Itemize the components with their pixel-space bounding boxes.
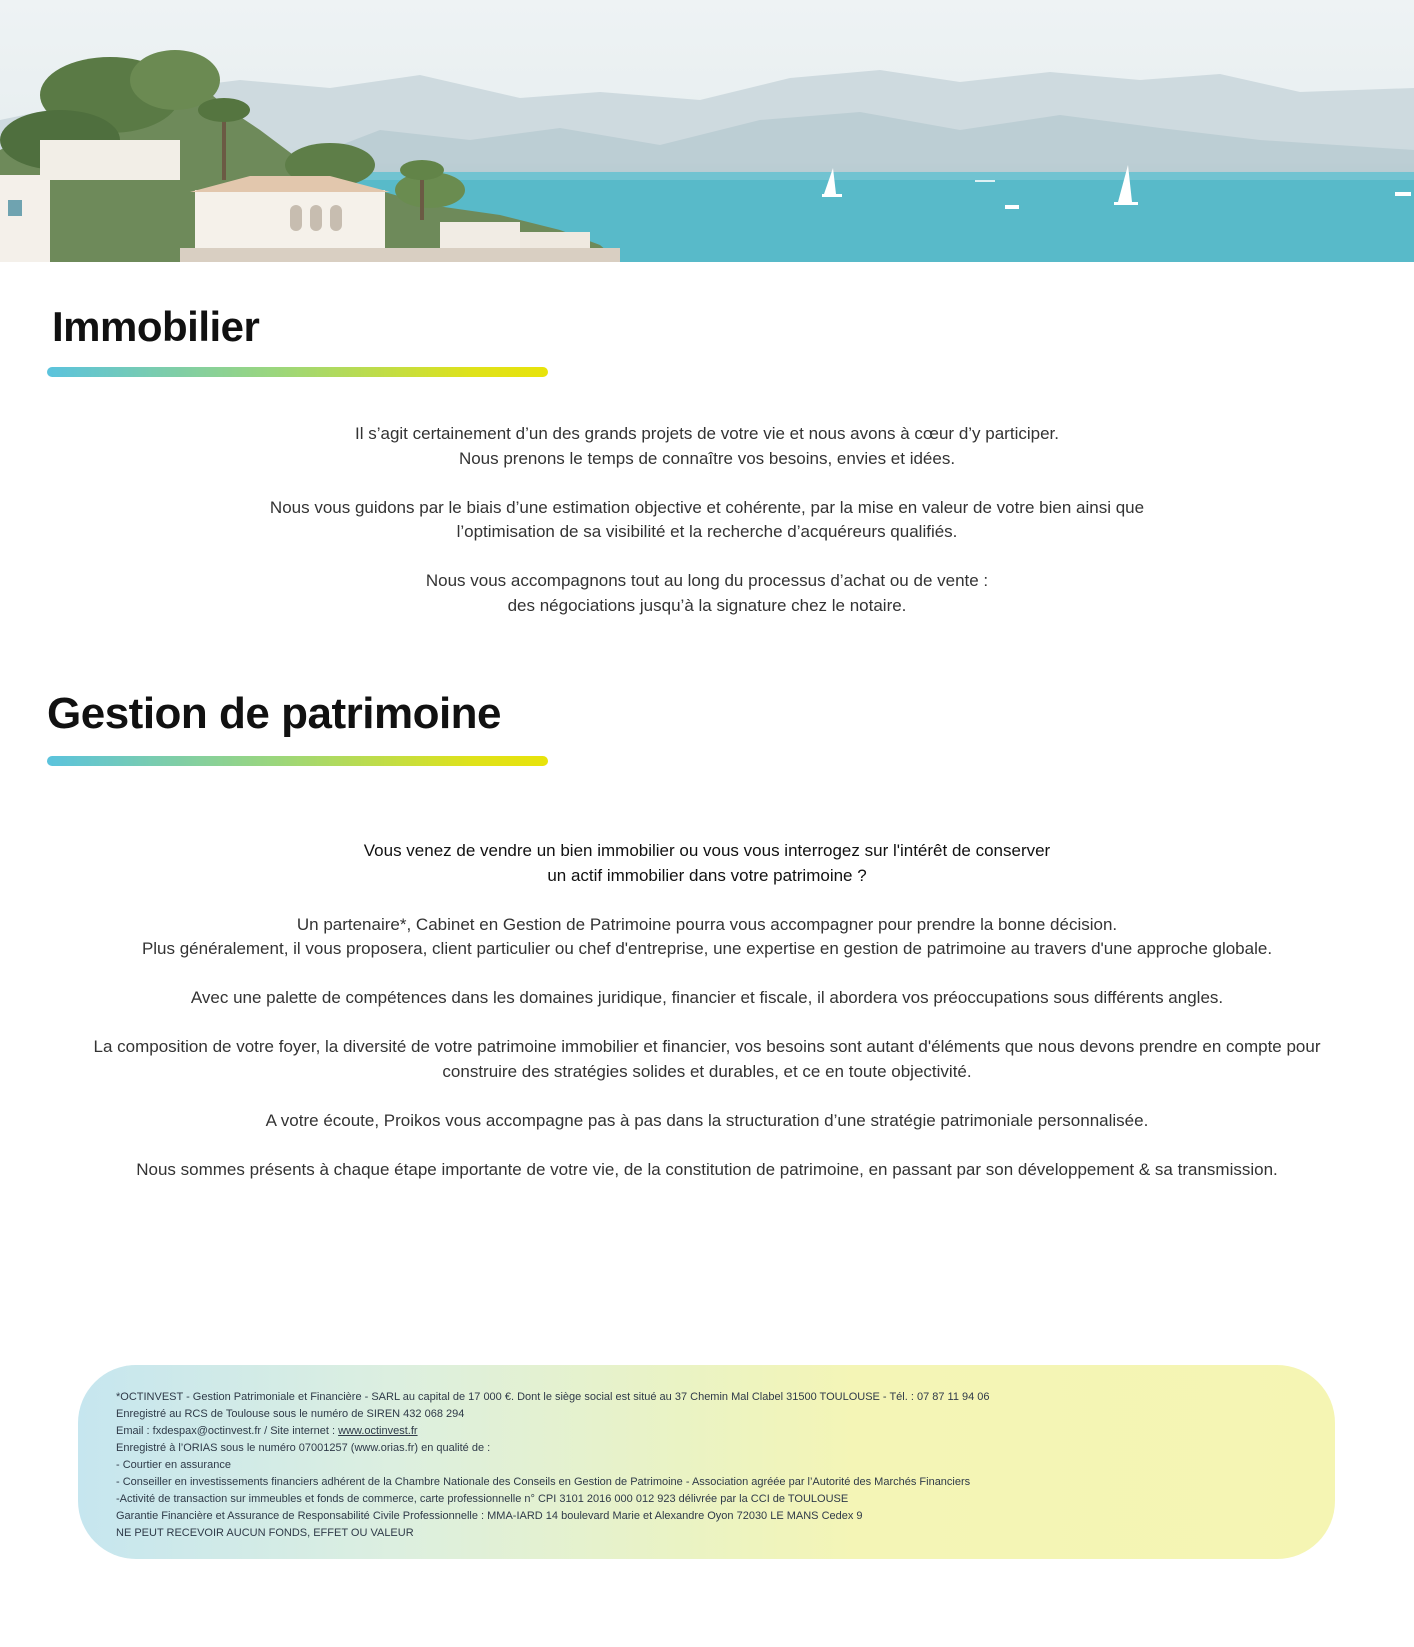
legal-notice-box	[78, 1365, 1335, 1559]
text-line: Nous vous accompagnons tout au long du processus d’achat ou de vente :	[425, 571, 989, 590]
text-line: A votre écoute, Proikos vous accompagne pas à pas dans la structuration d’une stratégie patrimoniale personnalisée.	[265, 1110, 1149, 1130]
legal-rcs-line: Enregistré au RCS de Toulouse sous le numéro de SIREN 432 068 294	[116, 1408, 465, 1420]
text-line: Nous vous guidons par le biais d’une estimation objective et cohérente, par la mise en valeur de votre bien ainsi que	[269, 497, 1145, 517]
gestion-paragraph-3	[40, 1035, 1374, 1084]
text-line: l’optimisation de sa visibilité et la recherche d’acquéreurs qualifiés.	[456, 522, 958, 541]
text-line: La composition de votre foyer, la diversité de votre patrimoine immobilier et financier, vos besoins sont autant d'éléments que nous devons prendre en compte pour	[93, 1037, 1321, 1056]
gestion-lead-question	[40, 839, 1374, 888]
text-line: construire des stratégies solides et durables, et ce en toute objectivité.	[442, 1061, 972, 1081]
legal-orias-line: Enregistré à l’ORIAS sous le numéro 07001257 (www.orias.fr) en qualité de :	[116, 1442, 491, 1454]
gestion-gradient-underline	[47, 756, 548, 766]
text-line: Avec une palette de compétences dans les domaines juridique, financier et fiscale, il abordera vos préoccupations sous différents angles.	[190, 988, 1224, 1007]
gestion-patrimoine-title: Gestion de patrimoine	[47, 689, 502, 738]
immobilier-gradient-underline	[47, 367, 548, 377]
text-line: Nous prenons le temps de connaître vos besoins, envies et idées.	[458, 448, 956, 468]
legal-contact-text: Email : fxdespax@octinvest.fr / Site internet :	[116, 1425, 339, 1437]
website-link[interactable]: www.octinvest.fr	[338, 1425, 418, 1437]
hero-banner	[0, 0, 1414, 262]
coastal-landscape-icon	[0, 0, 1414, 262]
legal-contact-line	[116, 1423, 1297, 1440]
text-line: Un partenaire*, Cabinet en Gestion de Patrimoine pourra vous accompagner pour prendre la bonne décision.	[296, 914, 1118, 934]
gestion-paragraph-4	[40, 1109, 1374, 1134]
legal-guarantee-line: Garantie Financière et Assurance de Responsabilité Civile Professionnelle : MMA-IARD 14 boulevard Marie et Alexandre Oyon 72030 LE MANS Cedex 9	[116, 1510, 863, 1522]
immobilier-description	[40, 422, 1374, 618]
legal-funds-line: NE PEUT RECEVOIR AUCUN FONDS, EFFET OU VALEUR	[116, 1527, 414, 1539]
text-line: Plus généralement, il vous proposera, client particulier ou chef d'entreprise, une expertise en gestion de patrimoine au travers d'une approche globale.	[141, 939, 1273, 958]
gestion-description	[40, 839, 1374, 1182]
gestion-paragraph-5	[40, 1158, 1374, 1183]
text-line: Il s’agit certainement d’un des grands projets de votre vie et nous avons à cœur d’y participer.	[355, 424, 1059, 443]
immobilier-paragraph-1	[40, 422, 1374, 471]
legal-courtier-line: - Courtier en assurance	[116, 1459, 231, 1471]
text-line: Nous sommes présents à chaque étape importante de votre vie, de la constitution de patrimoine, en passant par son développement & sa transmission.	[136, 1159, 1278, 1179]
gestion-paragraph-2	[40, 986, 1374, 1011]
immobilier-paragraph-3	[40, 569, 1374, 618]
text-line: Vous venez de vendre un bien immobilier ou vous vous interrogez sur l'intérêt de conserver	[363, 841, 1051, 860]
legal-company-line: *OCTINVEST - Gestion Patrimoniale et Financière - SARL au capital de 17 000 €. Dont le siège social est situé au 37 Chemin Mal Clabel 31500 TOULOUSE - Tél. : 07 87 11 94 06	[116, 1391, 990, 1403]
legal-cif-line: - Conseiller en investissements financiers adhérent de la Chambre Nationale des Conseils en Gestion de Patrimoine - Association agréée par l’Autorité des Marchés Financiers	[116, 1476, 971, 1488]
immobilier-title: Immobilier	[52, 303, 260, 350]
gestion-paragraph-1	[40, 913, 1374, 962]
immobilier-paragraph-2	[40, 496, 1374, 545]
legal-transaction-line: -Activité de transaction sur immeubles et fonds de commerce, carte professionnelle n° CPI 3101 2016 000 012 923 délivrée par la CCI de TOULOUSE	[116, 1493, 849, 1505]
text-line: des négociations jusqu’à la signature chez le notaire.	[507, 595, 907, 615]
text-line: un actif immobilier dans votre patrimoine ?	[547, 865, 867, 885]
